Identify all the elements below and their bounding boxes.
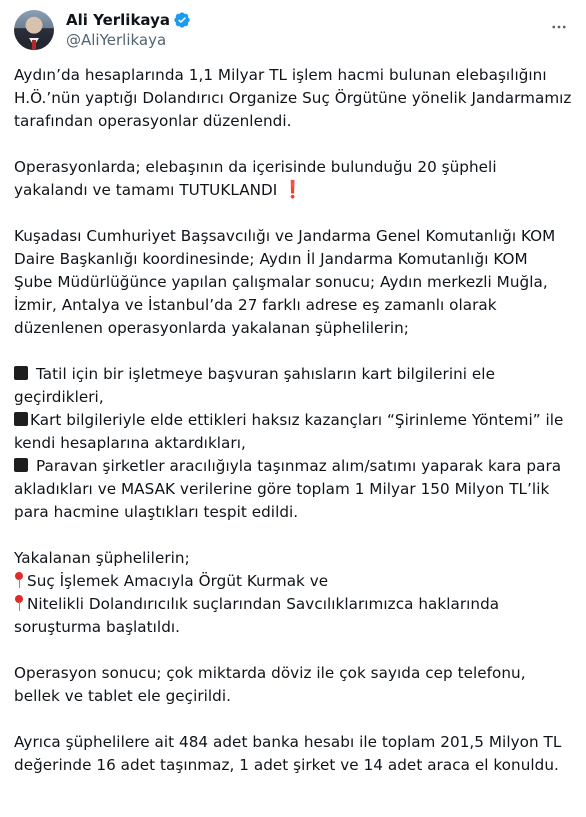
paragraph-charges bbox=[14, 547, 574, 639]
bullet-item bbox=[14, 455, 574, 478]
round-pushpin-icon bbox=[14, 595, 24, 611]
pin-item bbox=[14, 593, 574, 616]
text-segment: Kart bilgileriyle elde ettikleri haksız kazançları “Şirinleme Yöntemi” ile bbox=[30, 411, 564, 429]
text-line: geçirdikleri, bbox=[14, 388, 104, 406]
text-line: Yakalanan şüphelilerin; bbox=[14, 549, 190, 567]
paragraph-seizures bbox=[14, 662, 574, 708]
round-pushpin-icon bbox=[14, 572, 24, 588]
more-options-button[interactable] bbox=[548, 16, 570, 38]
paragraph-intro bbox=[14, 64, 574, 133]
text-line: tarafından operasyonlar düzenlendi. bbox=[14, 112, 292, 130]
text-line: Şube Müdürlüğünce yapılan çalışmalar sonucu; Aydın merkezli Muğla, bbox=[14, 273, 548, 291]
text-line: soruşturma başlatıldı. bbox=[14, 618, 181, 636]
paragraph-assets bbox=[14, 731, 574, 777]
text-line: akladıkları ve MASAK verilerine göre toplam 1 Milyar 150 Milyon TL’lik bbox=[14, 480, 550, 498]
text-segment: Suç İşlemek Amacıyla Örgüt Kurmak ve bbox=[27, 572, 329, 590]
text-line: H.Ö.’nün yaptığı Dolandırıcı Organize Suç Örgütüne yönelik Jandarmamız bbox=[14, 89, 572, 107]
name-row bbox=[66, 10, 191, 30]
text-line: Aydın’da hesaplarında 1,1 Milyar TL işlem hacmi bulunan elebaşılığını bbox=[14, 66, 547, 84]
black-square-icon bbox=[14, 412, 28, 426]
text-line: Operasyon sonucu; çok miktarda döviz ile çok sayıda cep telefonu, bbox=[14, 664, 526, 682]
text-line: Daire Başkanlığı koordinesinde; Aydın İl Jandarma Komutanlığı KOM bbox=[14, 250, 528, 268]
text-segment: yakalandı ve tamamı TUTUKLANDI bbox=[14, 181, 278, 199]
text-line: Ayrıca şüphelilere ait 484 adet banka hesabı ile toplam 201,5 Milyon TL bbox=[14, 733, 562, 751]
black-square-icon bbox=[14, 458, 28, 472]
text-line: para hacmine ulaştıkları tespit edildi. bbox=[14, 503, 299, 521]
text-line bbox=[14, 179, 574, 202]
text-line: kendi hesaplarına aktardıkları, bbox=[14, 434, 246, 452]
tweet-text bbox=[14, 64, 574, 777]
paragraph-coordination bbox=[14, 225, 574, 340]
handle[interactable]: @AliYerlikaya bbox=[66, 31, 167, 49]
more-icon bbox=[550, 18, 568, 36]
bullet-item bbox=[14, 363, 574, 386]
tweet-header bbox=[14, 8, 191, 52]
text-line: düzenlenen operasyonlarda yakalanan şüphelilerin; bbox=[14, 319, 409, 337]
bullet-item bbox=[14, 409, 574, 432]
text-line: Kuşadası Cumhuriyet Başsavcılığı ve Jandarma Genel Komutanlığı KOM bbox=[14, 227, 556, 245]
text-line: değerinde 16 adet taşınmaz, 1 adet şirket ve 14 adet araca el konuldu. bbox=[14, 756, 559, 774]
text-segment: Nitelikli Dolandırıcılık suçlarından Savcılıklarımızca haklarında bbox=[27, 595, 500, 613]
black-square-icon bbox=[14, 366, 28, 380]
text-line: Operasyonlarda; elebaşının da içerisinde bulunduğu 20 şüpheli bbox=[14, 158, 497, 176]
avatar-tie bbox=[32, 40, 36, 50]
author-names bbox=[66, 10, 191, 50]
text-segment: Tatil için bir işletmeye başvuran şahısların kart bilgilerini ele bbox=[36, 365, 495, 383]
pin-item bbox=[14, 570, 574, 593]
text-line: bellek ve tablet ele geçirildi. bbox=[14, 687, 232, 705]
avatar[interactable] bbox=[14, 10, 54, 50]
text-line: İzmir, Antalya ve İstanbul’da 27 farklı adrese eş zamanlı olarak bbox=[14, 296, 497, 314]
verified-badge-icon bbox=[173, 11, 191, 29]
paragraph-arrests bbox=[14, 156, 574, 202]
text-segment: Paravan şirketler aracılığıyla taşınmaz alım/satımı yaparak kara para bbox=[36, 457, 562, 475]
display-name[interactable]: Ali Yerlikaya bbox=[66, 11, 170, 29]
exclamation-emoji-icon: ❗ bbox=[282, 180, 304, 200]
bullet-list bbox=[14, 363, 574, 524]
